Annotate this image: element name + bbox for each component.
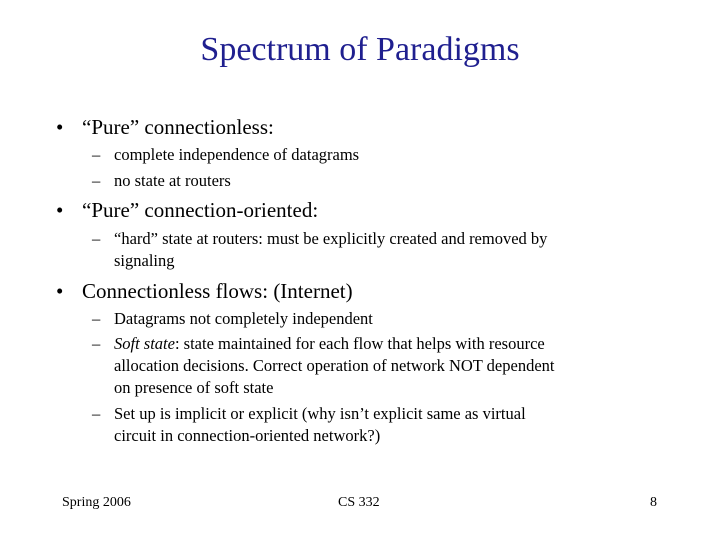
- sub-item-text: “hard” state at routers: must be explicitly created and removed by signaling: [114, 229, 548, 270]
- bullet-icon: •: [56, 115, 64, 139]
- slide-title: Spectrum of Paradigms: [200, 31, 520, 68]
- sub-item-text: Set up is implicit or explicit (why isn’t explicit same as virtual circuit in connection-oriented network?): [114, 404, 526, 445]
- bullet-text: “Pure” connection-oriented:: [82, 198, 319, 222]
- sub-item-text: Soft state: state maintained for each flow that helps with resource allocation decisions. Correct operation of network NOT dependent on presence of soft state: [114, 334, 555, 397]
- sub-item-text: no state at routers: [114, 171, 231, 190]
- page-number: 8: [650, 495, 657, 510]
- dash-icon: –: [92, 309, 101, 328]
- sub-item-text: Datagrams not completely independent: [114, 309, 373, 328]
- dash-icon: –: [92, 145, 101, 164]
- bullet-icon: •: [56, 279, 64, 303]
- bullet-text: “Pure” connectionless:: [82, 115, 274, 139]
- sub-item-text: complete independence of datagrams: [114, 145, 360, 164]
- dash-icon: –: [92, 404, 101, 423]
- footer-date: Spring 2006: [62, 495, 131, 510]
- soft-state-term: Soft state: [114, 334, 175, 353]
- dash-icon: –: [92, 171, 101, 190]
- bullet-text: Connectionless flows: (Internet): [82, 279, 353, 303]
- dash-icon: –: [92, 334, 101, 353]
- dash-icon: –: [92, 229, 101, 248]
- bullet-icon: •: [56, 198, 64, 222]
- footer-course: CS 332: [338, 495, 380, 510]
